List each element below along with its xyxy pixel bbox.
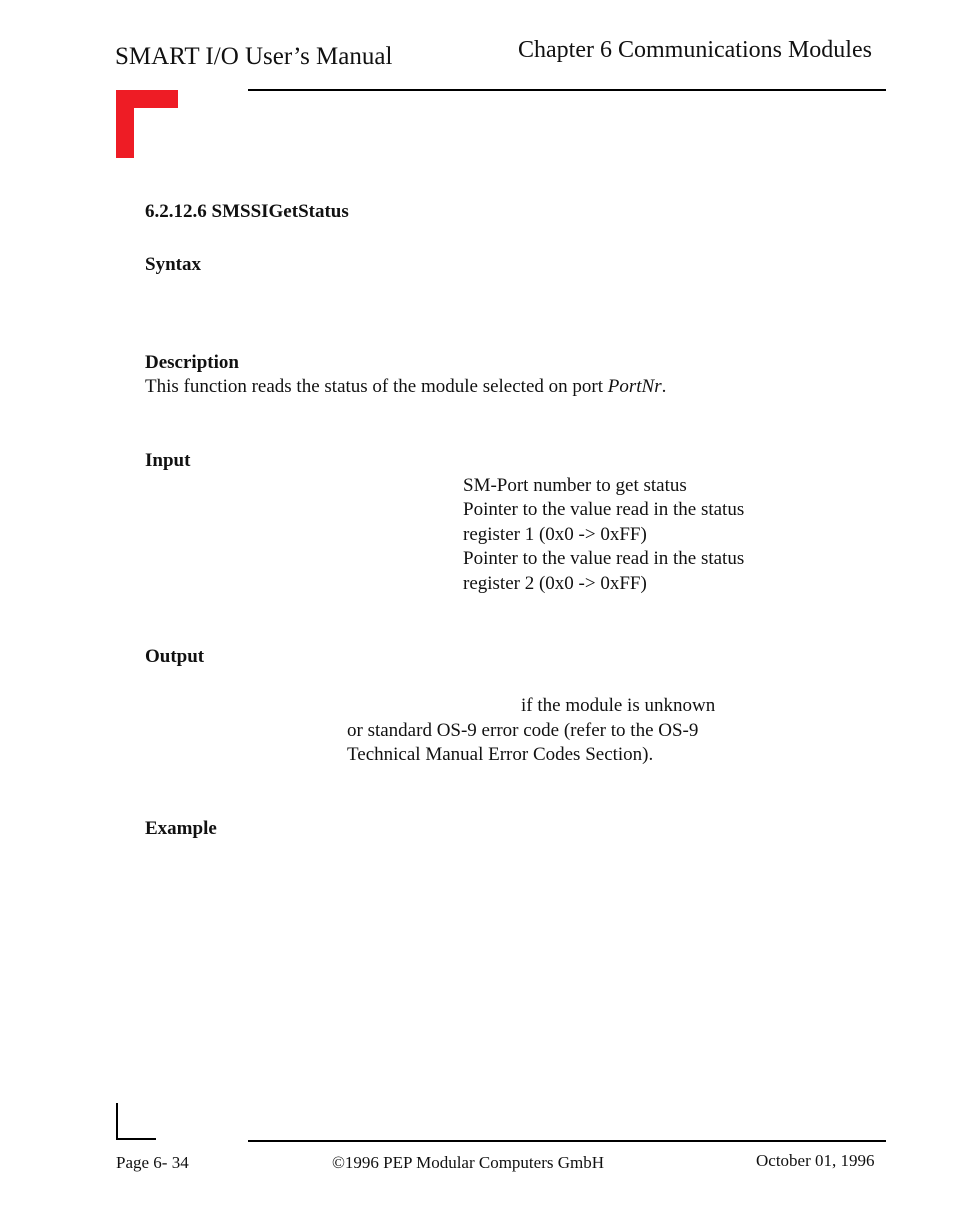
footer-corner-mark-vertical: [116, 1103, 118, 1140]
input-line: Pointer to the value read in the status: [463, 499, 745, 520]
page-number: Page 6- 34: [116, 1153, 189, 1172]
manual-title: SMART I/O User’s Manual: [115, 43, 393, 70]
input-line: Pointer to the value read in the status: [463, 548, 745, 569]
input-heading: Input: [145, 450, 191, 471]
description-text-main: This function reads the status of the module selected on port: [145, 376, 608, 397]
input-line: SM-Port number to get status: [463, 475, 687, 496]
output-line: Technical Manual Error Codes Section).: [347, 744, 654, 765]
description-text: [145, 376, 666, 398]
input-line: register 1 (0x0 -> 0xFF): [463, 524, 647, 545]
copyright: ©1996 PEP Modular Computers GmbH: [332, 1153, 605, 1172]
description-heading: Description: [145, 352, 239, 373]
input-line: register 2 (0x0 -> 0xFF): [463, 573, 647, 594]
description-portnr: PortNr: [607, 376, 662, 397]
footer-rule: [248, 1140, 886, 1142]
footer-corner-mark-horizontal: [116, 1138, 156, 1140]
description-period: .: [661, 376, 667, 397]
syntax-heading: Syntax: [145, 254, 201, 275]
red-corner-mark-vertical: [116, 90, 134, 158]
publication-date: October 01, 1996: [756, 1151, 875, 1170]
section-title: 6.2.12.6 SMSSIGetStatus: [145, 201, 349, 222]
output-line: if the module is unknown: [521, 695, 716, 716]
header-rule: [248, 89, 886, 91]
chapter-title: Chapter 6 Communications Modules: [518, 37, 872, 63]
output-line: or standard OS-9 error code (refer to the OS-9: [347, 720, 699, 741]
example-heading: Example: [145, 818, 217, 839]
output-heading: Output: [145, 646, 205, 667]
